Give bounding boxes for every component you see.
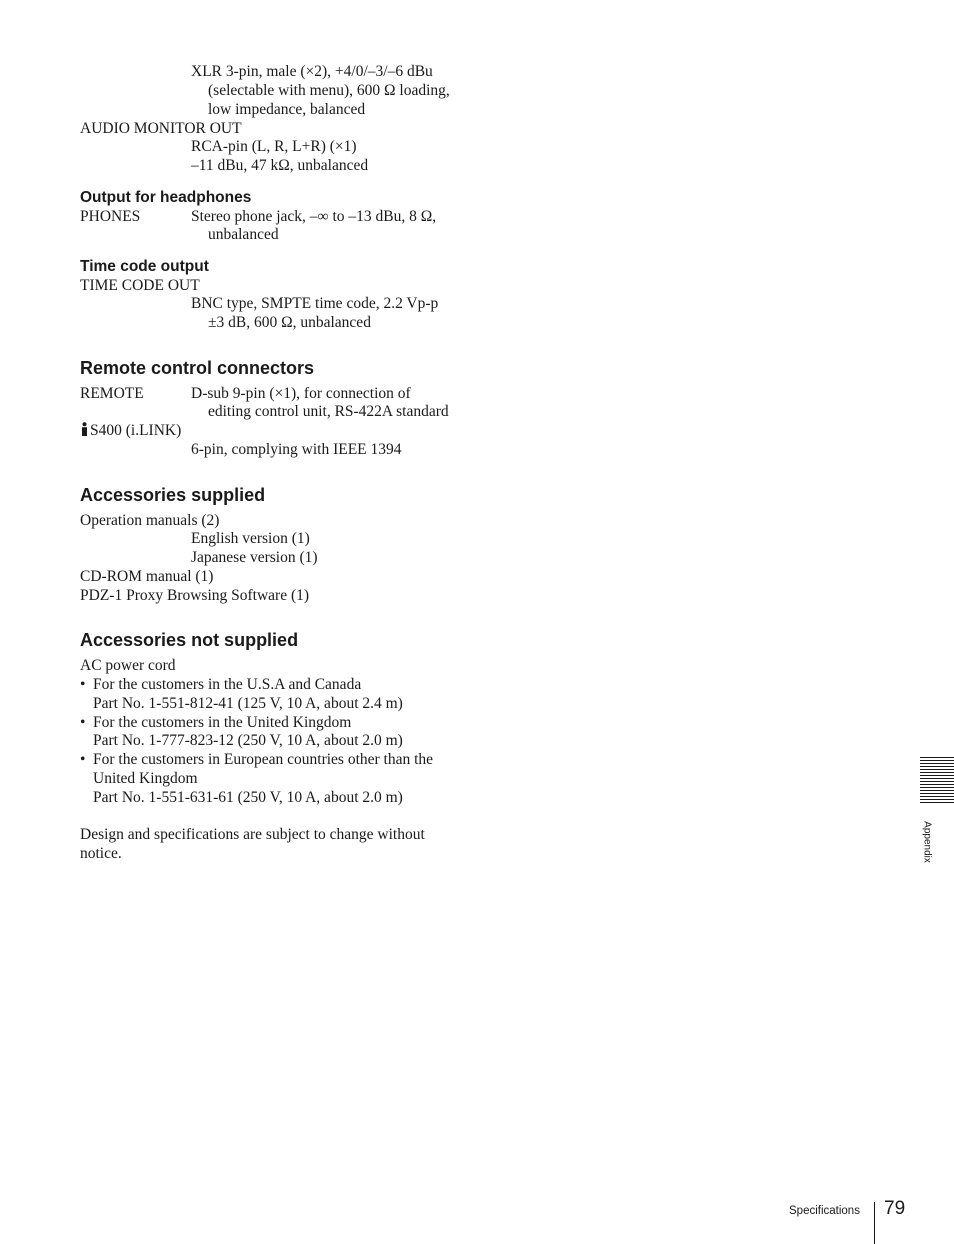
timecode-heading: Time code output	[80, 258, 209, 275]
bullet-3-line-2: United Kingdom	[93, 770, 198, 787]
supplied-item-operation-manuals: Operation manuals (2)	[80, 512, 220, 529]
bullet-2-line-2: Part No. 1-777-823-12 (250 V, 10 A, about 2.0 m)	[93, 732, 403, 749]
notice-line-2: notice.	[80, 845, 122, 862]
accessories-not-supplied-heading: Accessories not supplied	[80, 630, 299, 650]
ilink-label: S400 (i.LINK)	[90, 422, 182, 439]
bullet-3-glyph: •	[80, 751, 86, 768]
audio-monitor-spec-line-2: –11 dBu, 47 kΩ, unbalanced	[191, 157, 369, 174]
phones-label: PHONES	[80, 208, 141, 225]
notice-line-1: Design and specifications are subject to change without	[80, 826, 425, 843]
timecode-out-label: TIME CODE OUT	[80, 277, 200, 294]
accessories-supplied-heading: Accessories supplied	[80, 485, 266, 505]
supplied-sub-japanese: Japanese version (1)	[191, 549, 318, 566]
ilink-spec-line-1: 6-pin, complying with IEEE 1394	[191, 441, 402, 458]
footer-divider	[874, 1202, 875, 1244]
phones-spec-line-2: unbalanced	[208, 226, 279, 243]
footer-section-name: Specifications	[789, 1205, 860, 1217]
section-tab-marker	[920, 757, 954, 803]
bullet-1-glyph: •	[80, 676, 86, 693]
phones-spec-line-1: Stereo phone jack, –∞ to –13 dBu, 8 Ω,	[191, 208, 437, 225]
headphones-heading: Output for headphones	[80, 189, 252, 206]
bullet-2-line-1: For the customers in the United Kingdom	[93, 714, 352, 731]
timecode-spec-line-2: ±3 dB, 600 Ω, unbalanced	[208, 314, 371, 331]
supplied-item-pdz1: PDZ-1 Proxy Browsing Software (1)	[80, 587, 310, 604]
remote-heading: Remote control connectors	[80, 358, 315, 378]
remote-spec-line-2: editing control unit, RS-422A standard	[208, 403, 449, 420]
xlr-spec-line-2: (selectable with menu), 600 Ω loading,	[208, 82, 450, 99]
ilink-icon	[80, 422, 89, 437]
supplied-item-cd-rom: CD-ROM manual (1)	[80, 568, 214, 585]
xlr-spec-line-1: XLR 3-pin, male (×2), +4/0/–3/–6 dBu	[191, 63, 433, 80]
bullet-3-line-3: Part No. 1-551-631-61 (250 V, 10 A, about 2.0 m)	[93, 789, 403, 806]
remote-label: REMOTE	[80, 385, 144, 402]
page-number: 79	[884, 1198, 906, 1219]
ilink-row	[80, 421, 181, 440]
appendix-tab-label: Appendix	[921, 821, 933, 863]
remote-spec-line-1: D-sub 9-pin (×1), for connection of	[191, 385, 411, 402]
timecode-spec-line-1: BNC type, SMPTE time code, 2.2 Vp-p	[191, 295, 439, 312]
bullet-3-line-1: For the customers in European countries other than the	[93, 751, 434, 768]
audio-monitor-spec-line-1: RCA-pin (L, R, L+R) (×1)	[191, 138, 357, 155]
bullet-1-line-1: For the customers in the U.S.A and Canada	[93, 676, 362, 693]
bullet-2-glyph: •	[80, 714, 86, 731]
bullet-1-line-2: Part No. 1-551-812-41 (125 V, 10 A, about 2.4 m)	[93, 695, 403, 712]
xlr-spec-line-3: low impedance, balanced	[208, 101, 366, 118]
audio-monitor-out-label: AUDIO MONITOR OUT	[80, 120, 242, 137]
supplied-sub-english: English version (1)	[191, 530, 310, 547]
not-supplied-item-ac-cord: AC power cord	[80, 657, 176, 674]
